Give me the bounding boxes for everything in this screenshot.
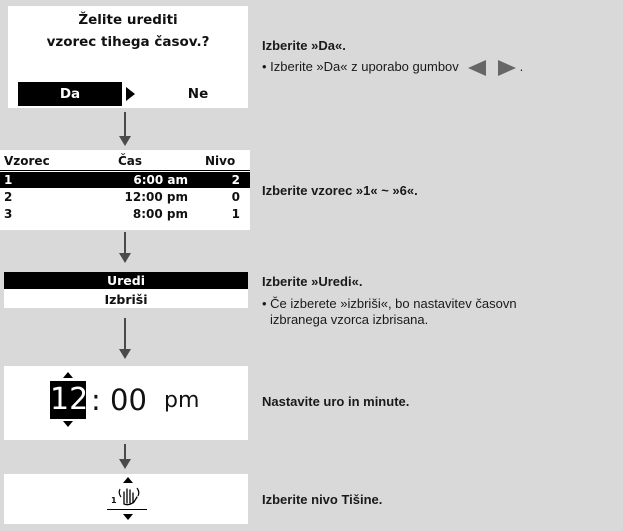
question-line-1: Želite urediti <box>78 12 178 28</box>
left-arrow-button-icon <box>468 60 486 76</box>
row-level: 0 <box>231 190 240 204</box>
confirm-edit-screen <box>8 6 248 108</box>
step1-bullet-tail: . <box>519 59 524 74</box>
table-divider <box>0 170 250 171</box>
table-header <box>0 153 250 169</box>
row-time: 12:00 pm <box>124 190 188 204</box>
row-level: 1 <box>231 207 240 221</box>
question-line-2: vzorec tihega časov.? <box>46 34 210 50</box>
step3-title: Izberite »Uredi«. <box>262 274 363 289</box>
hour-down-icon[interactable] <box>63 421 73 427</box>
edit-delete-menu <box>4 272 248 308</box>
row-time: 8:00 pm <box>132 207 188 221</box>
table-row-1[interactable] <box>0 172 250 188</box>
selection-arrow-icon <box>126 87 135 101</box>
level-up-icon[interactable] <box>123 477 133 483</box>
minute-value[interactable]: 00 <box>110 383 147 417</box>
right-arrow-button-icon <box>498 60 516 76</box>
pattern-table <box>0 150 250 230</box>
row-level: 2 <box>231 173 240 187</box>
step3-bullet-line2: izbranega vzorca izbrisana. <box>270 312 429 327</box>
flow-arrow-icon <box>124 232 126 254</box>
hour-up-icon[interactable] <box>63 372 73 378</box>
step1-bullet-text: • Izberite »Da« z uporabo gumbov <box>262 59 459 74</box>
header-time: Čas <box>118 154 143 168</box>
table-row-3[interactable] <box>0 206 250 222</box>
step2-title: Izberite vzorec »1« ~ »6«. <box>262 183 418 198</box>
step4-title: Nastavite uro in minute. <box>262 394 410 409</box>
level-underline <box>107 509 147 510</box>
flow-arrow-icon <box>124 112 126 137</box>
header-pattern: Vzorec <box>4 154 50 168</box>
step3-bullet-line1: • Če izberete »izbriši«, bo nastavitev časovn <box>262 296 517 311</box>
flow-arrow-icon <box>124 444 126 460</box>
step1-bullet <box>262 59 523 76</box>
ampm-value[interactable]: pm <box>164 388 200 413</box>
edit-option[interactable]: Uredi <box>4 272 248 289</box>
row-pattern: 3 <box>4 207 13 221</box>
step5-title: Izberite nivo Tišine. <box>262 492 383 507</box>
hour-value[interactable]: 12 <box>50 382 89 417</box>
quiet-hand-icon <box>115 484 143 506</box>
time-setting-screen <box>4 366 248 440</box>
delete-option[interactable]: Izbriši <box>104 292 148 307</box>
yes-option[interactable]: Da <box>18 82 122 106</box>
header-level: Nivo <box>205 154 236 168</box>
step1-title: Izberite »Da«. <box>262 38 346 53</box>
row-pattern: 1 <box>4 173 13 187</box>
level-down-icon[interactable] <box>123 514 133 520</box>
quiet-level-screen <box>4 474 248 524</box>
level-value: 1 <box>111 496 117 505</box>
table-row-2[interactable] <box>0 189 250 205</box>
time-colon: : <box>91 383 101 417</box>
row-pattern: 2 <box>4 190 13 204</box>
no-option[interactable]: Ne <box>187 86 209 102</box>
row-time: 6:00 am <box>133 173 188 187</box>
flow-arrow-icon <box>124 318 126 350</box>
